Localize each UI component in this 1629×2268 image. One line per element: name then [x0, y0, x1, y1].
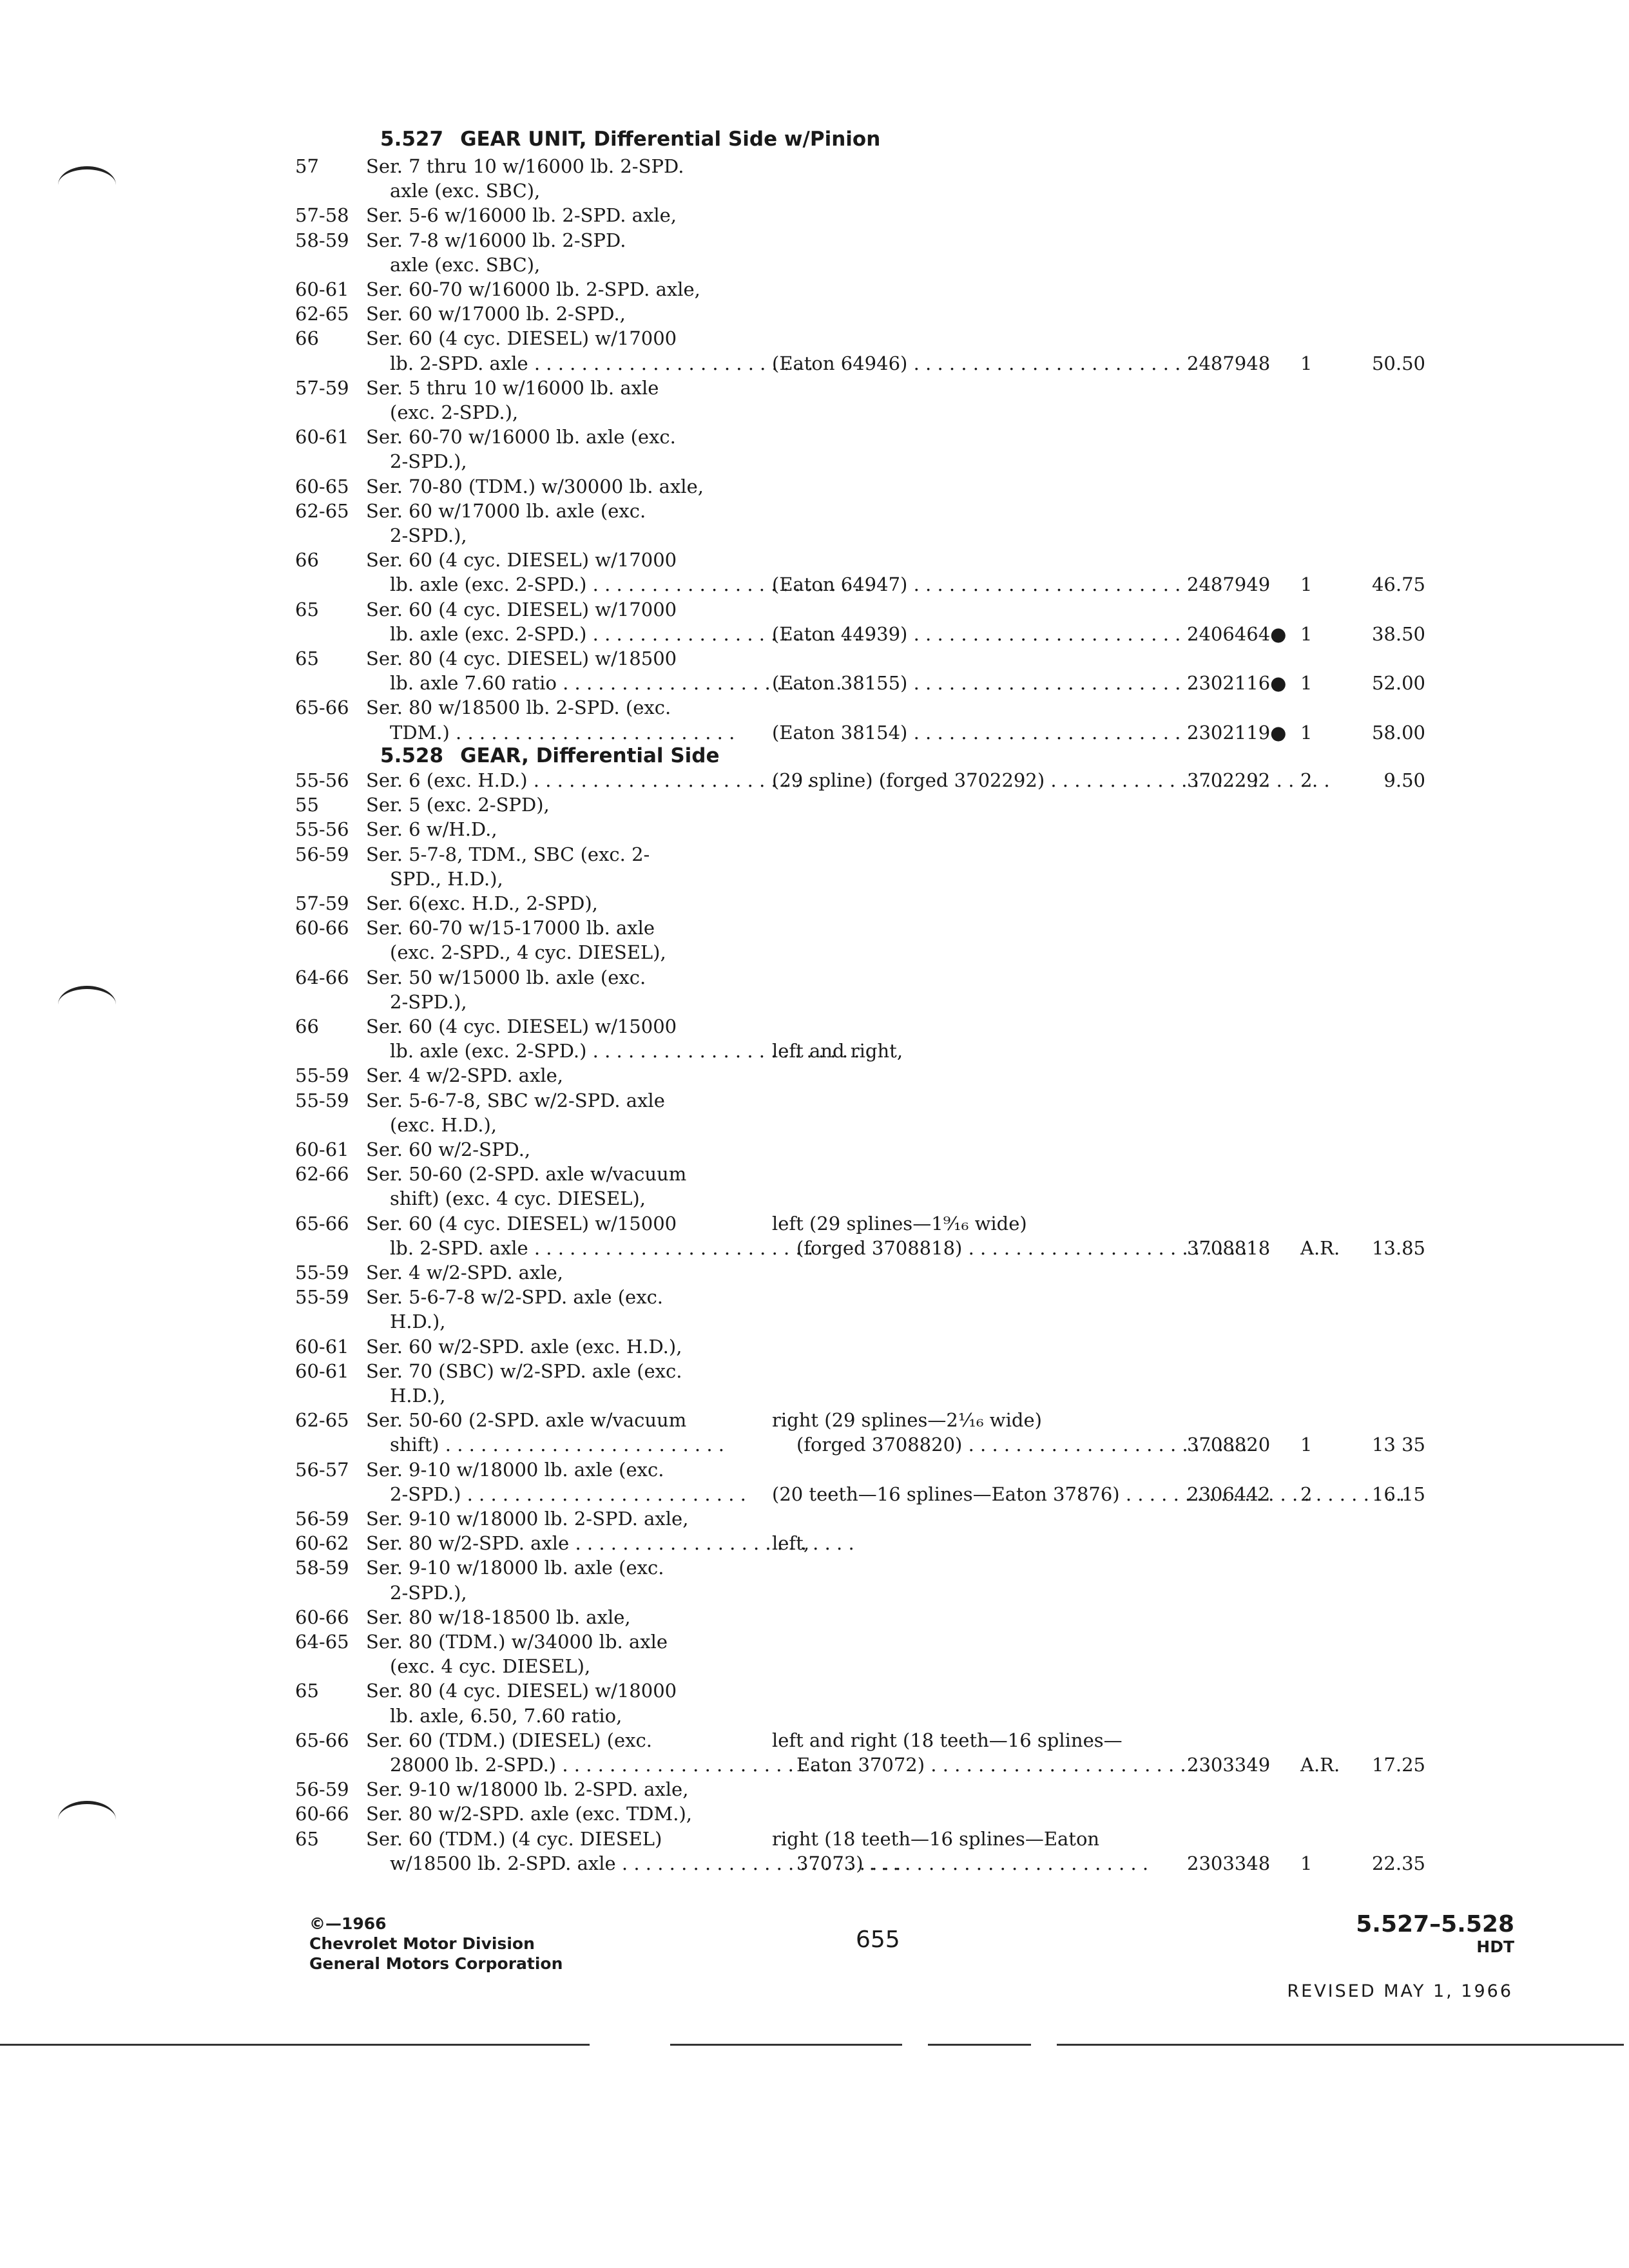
- section-range: 5.527–5.528: [1356, 1911, 1514, 1937]
- description-cell: Ser. 5 thru 10 w/16000 lb. axle: [366, 376, 659, 399]
- note-cell: right (18 teeth—16 splines—Eaton: [772, 1827, 1100, 1850]
- note-cell: (Eaton 38155) . . .: [772, 671, 1193, 695]
- description-cell: SPD., H.D.),: [390, 867, 503, 890]
- parts-row: [0, 475, 1629, 498]
- description-cell: Ser. 60-70 w/15-17000 lb. axle: [366, 917, 655, 939]
- parts-row: [0, 696, 1629, 719]
- parts-row: [0, 1581, 1629, 1604]
- section-number: 5.528: [380, 744, 444, 767]
- description-cell: shift) . . .: [390, 1433, 724, 1456]
- description-cell: 2-SPD.),: [390, 524, 467, 546]
- price-cell: 58.00: [1371, 721, 1425, 744]
- quantity-cell: 1: [1300, 1852, 1313, 1874]
- description-cell: Ser. 5-7-8, TDM., SBC (exc. 2-: [366, 843, 650, 865]
- description-cell: 28000 lb. 2-SPD.) . . .: [390, 1753, 842, 1776]
- price-cell: 22.35: [1371, 1852, 1425, 1874]
- description-cell: Ser. 80 (TDM.) w/34000 lb. axle: [366, 1631, 668, 1653]
- quantity-cell: 1: [1300, 352, 1313, 374]
- description-cell: Ser. 50 w/15000 lb. axle (exc.: [366, 966, 646, 988]
- description-cell: lb. axle (exc. 2-SPD.) . . .: [390, 1039, 872, 1062]
- year-cell: 62-65: [295, 303, 349, 325]
- parts-row: [0, 204, 1629, 227]
- parts-row: [0, 1335, 1629, 1358]
- parts-row: [0, 1655, 1629, 1678]
- parts-row: [0, 1729, 1629, 1752]
- description-cell: Ser. 50-60 (2-SPD. axle w/vacuum: [366, 1163, 687, 1186]
- parts-row: [0, 1064, 1629, 1087]
- page-number: 655: [856, 1927, 900, 1953]
- description-cell: Ser. 80 (4 cyc. DIESEL) w/18500: [366, 648, 677, 669]
- quantity-cell: 2: [1300, 769, 1313, 791]
- description-cell: Ser. 60 (TDM.) (4 cyc. DIESEL): [366, 1827, 662, 1850]
- bottom-rule: [928, 2044, 1031, 2046]
- parts-row: [0, 1852, 1629, 1875]
- description-cell: lb. axle (exc. 2-SPD.) . . .: [390, 573, 872, 596]
- parts-row: [0, 548, 1629, 572]
- description-cell: Ser. 60 (4 cyc. DIESEL) w/17000: [366, 549, 677, 572]
- description-cell: H.D.),: [390, 1385, 446, 1407]
- part-number-cell: 2306442: [1187, 1483, 1271, 1505]
- description-cell: lb. axle (exc. 2-SPD.) . . .: [390, 622, 872, 646]
- year-cell: 56-59: [295, 843, 349, 865]
- parts-row: [0, 1483, 1629, 1506]
- description-cell: (exc. 4 cyc. DIESEL),: [390, 1655, 591, 1678]
- description-cell: 2-SPD.),: [390, 450, 467, 473]
- parts-row: [0, 1753, 1629, 1776]
- description-cell: lb. 2-SPD. axle . . .: [390, 1236, 813, 1260]
- parts-row: [0, 302, 1629, 325]
- parts-row: [0, 1630, 1629, 1653]
- price-cell: 50.50: [1371, 352, 1425, 374]
- parts-row: [0, 1433, 1629, 1456]
- description-cell: Ser. 80 (4 cyc. DIESEL) w/18000: [366, 1680, 677, 1702]
- parts-row: [0, 1802, 1629, 1825]
- description-cell: Ser. 60 (4 cyc. DIESEL) w/17000: [366, 327, 677, 350]
- parts-row: [0, 1458, 1629, 1481]
- year-cell: 57-59: [295, 376, 349, 399]
- year-cell: 60-66: [295, 1803, 349, 1825]
- year-cell: 66: [295, 549, 319, 572]
- parts-row: [0, 916, 1629, 939]
- parts-row: [0, 179, 1629, 202]
- parts-row: [0, 1261, 1629, 1284]
- part-number-cell: 2303349: [1187, 1754, 1271, 1776]
- description-cell: Ser. 6 w/H.D.,: [366, 818, 497, 841]
- parts-row: [0, 1039, 1629, 1062]
- bottom-rule: [1057, 2044, 1624, 2046]
- section-heading-5527: [380, 128, 880, 151]
- year-cell: 55-56: [295, 769, 349, 791]
- description-cell: lb. axle 7.60 ratio . . .: [390, 671, 842, 695]
- note-cell: 37073) . . .: [796, 1852, 1148, 1875]
- note-cell: (Eaton 44939) . . .: [772, 622, 1193, 646]
- year-cell: 62-65: [295, 1409, 349, 1432]
- note-cell: (forged 3708818) . . .: [796, 1236, 1248, 1260]
- year-cell: 55: [295, 794, 319, 816]
- description-cell: 2-SPD.),: [390, 1581, 467, 1604]
- parts-row: [0, 769, 1629, 792]
- description-cell: Ser. 80 w/18-18500 lb. axle,: [366, 1606, 631, 1628]
- description-cell: axle (exc. SBC),: [390, 180, 541, 202]
- parts-row: [0, 1212, 1629, 1235]
- quantity-cell: 1: [1300, 1434, 1313, 1456]
- price-cell: 9.50: [1383, 769, 1425, 791]
- description-cell: Ser. 4 w/2-SPD. axle,: [366, 1064, 563, 1087]
- price-cell: 13.85: [1371, 1236, 1425, 1259]
- year-cell: 57-59: [295, 892, 349, 914]
- quantity-cell: 1: [1300, 622, 1313, 645]
- part-number-cell: 2406464●: [1187, 622, 1287, 645]
- year-cell: 65-66: [295, 1729, 349, 1751]
- year-cell: 55-56: [295, 818, 349, 841]
- parts-row: [0, 1778, 1629, 1801]
- parts-row: [0, 990, 1629, 1014]
- year-cell: 58-59: [295, 229, 349, 251]
- parts-row: [0, 352, 1629, 375]
- parts-row: [0, 867, 1629, 890]
- parts-row: [0, 573, 1629, 596]
- year-cell: 66: [295, 327, 319, 350]
- copyright: ©—1966: [309, 1914, 387, 1933]
- bottom-rule: [670, 2044, 902, 2046]
- parts-row: [0, 1138, 1629, 1161]
- parts-row: [0, 278, 1629, 301]
- year-cell: 57: [295, 155, 319, 177]
- description-cell: Ser. 60 (4 cyc. DIESEL) w/15000: [366, 1015, 677, 1037]
- year-cell: 56-57: [295, 1458, 349, 1481]
- parts-row: [0, 524, 1629, 547]
- parts-row: [0, 1113, 1629, 1137]
- description-cell: Ser. 60 w/2-SPD. axle (exc. H.D.),: [366, 1335, 682, 1358]
- description-cell: Ser. 5-6 w/16000 lb. 2-SPD. axle,: [366, 204, 677, 227]
- description-cell: Ser. 5-6-7-8 w/2-SPD. axle (exc.: [366, 1286, 664, 1309]
- quantity-cell: 1: [1300, 721, 1313, 744]
- quantity-cell: A.R.: [1300, 1236, 1340, 1259]
- description-cell: Ser. 60 w/2-SPD.,: [366, 1139, 531, 1160]
- year-cell: 60-66: [295, 1606, 349, 1628]
- parts-row: [0, 1285, 1629, 1309]
- description-cell: Ser. 4 w/2-SPD. axle,: [366, 1262, 563, 1283]
- year-cell: 56-59: [295, 1508, 349, 1530]
- bottom-rule: [0, 2044, 590, 2046]
- corporation-name: General Motors Corporation: [309, 1954, 563, 1973]
- note-cell: (Eaton 38154) . . .: [772, 721, 1193, 744]
- division-name: Chevrolet Motor Division: [309, 1934, 535, 1953]
- description-cell: lb. 2-SPD. axle . . .: [390, 352, 813, 375]
- part-number-cell: 2302119●: [1187, 721, 1287, 744]
- parts-row: [0, 1827, 1629, 1850]
- year-cell: 60-61: [295, 278, 349, 300]
- description-cell: (exc. 2-SPD., 4 cyc. DIESEL),: [390, 941, 666, 964]
- description-cell: Ser. 80 w/18500 lb. 2-SPD. (exc.: [366, 697, 671, 719]
- part-number-cell: 2487948: [1187, 352, 1271, 374]
- price-cell: 16.15: [1371, 1483, 1425, 1505]
- parts-row: [0, 818, 1629, 841]
- parts-row: [0, 671, 1629, 695]
- section-range-block: [1356, 1911, 1514, 1956]
- parts-row: [0, 598, 1629, 621]
- note-cell: (forged 3708820) . . .: [796, 1433, 1248, 1456]
- description-cell: Ser. 60 (TDM.) (DIESEL) (exc.: [366, 1729, 652, 1751]
- description-cell: Ser. 60 (4 cyc. DIESEL) w/15000: [366, 1212, 677, 1235]
- parts-row: [0, 1556, 1629, 1579]
- parts-row: [0, 1408, 1629, 1432]
- section-title: GEAR UNIT, Differential Side w/Pinion: [460, 128, 881, 151]
- year-cell: 65: [295, 648, 319, 669]
- year-cell: 62-66: [295, 1163, 349, 1186]
- description-cell: Ser. 9-10 w/18000 lb. axle (exc.: [366, 1557, 664, 1579]
- year-cell: 55-59: [295, 1064, 349, 1087]
- quantity-cell: 1: [1300, 573, 1313, 596]
- parts-row: [0, 1162, 1629, 1186]
- parts-row: [0, 843, 1629, 866]
- parts-row: [0, 1507, 1629, 1530]
- parts-row: [0, 622, 1629, 646]
- publisher-block: [309, 1914, 563, 1974]
- description-cell: TDM.) . . .: [390, 721, 735, 744]
- parts-row: [0, 892, 1629, 915]
- description-cell: (exc. 2-SPD.),: [390, 401, 519, 423]
- parts-row: [0, 229, 1629, 252]
- note-cell: left and right,: [772, 1040, 903, 1062]
- year-cell: 58-59: [295, 1557, 349, 1579]
- description-cell: Ser. 5 (exc. 2-SPD),: [366, 794, 550, 816]
- price-cell: 46.75: [1371, 573, 1425, 596]
- description-cell: Ser. 6 (exc. H.D.) . . .: [366, 769, 813, 792]
- description-cell: lb. axle, 6.50, 7.60 ratio,: [390, 1704, 622, 1727]
- note-cell: (20 teeth—16 splines—Eaton 37876) . . .: [772, 1483, 1405, 1506]
- year-cell: 64-65: [295, 1631, 349, 1653]
- year-cell: 65: [295, 1680, 319, 1702]
- part-number-cell: 3708820: [1187, 1434, 1271, 1456]
- part-number-cell: 2302116●: [1187, 672, 1287, 695]
- description-cell: Ser. 70 (SBC) w/2-SPD. axle (exc.: [366, 1360, 682, 1382]
- parts-row: [0, 450, 1629, 473]
- parts-row: [0, 966, 1629, 989]
- year-cell: 60-61: [295, 426, 349, 448]
- note-cell: left (29 splines—1⁹⁄₁₆ wide): [772, 1212, 1027, 1235]
- year-cell: 60-66: [295, 917, 349, 939]
- note-cell: left and right (18 teeth—16 splines—: [772, 1729, 1123, 1751]
- description-cell: Ser. 80 w/2-SPD. axle (exc. TDM.),: [366, 1803, 692, 1825]
- parts-row: [0, 425, 1629, 448]
- note-cell: (Eaton 64946) . . .: [772, 352, 1193, 375]
- description-cell: Ser. 6(exc. H.D., 2-SPD),: [366, 892, 598, 914]
- description-cell: Ser. 50-60 (2-SPD. axle w/vacuum: [366, 1409, 687, 1432]
- quantity-cell: A.R.: [1300, 1754, 1340, 1776]
- year-cell: 60-62: [295, 1532, 349, 1555]
- year-cell: 55-59: [295, 1089, 349, 1111]
- parts-row: [0, 327, 1629, 350]
- parts-row: [0, 1236, 1629, 1260]
- price-cell: 17.25: [1371, 1754, 1425, 1776]
- parts-row: [0, 1679, 1629, 1702]
- parts-row: [0, 1532, 1629, 1555]
- year-cell: 65-66: [295, 697, 349, 719]
- year-cell: 56-59: [295, 1778, 349, 1801]
- description-cell: Ser. 9-10 w/18000 lb. axle (exc.: [366, 1458, 664, 1481]
- description-cell: 2-SPD.) . . .: [390, 1483, 746, 1506]
- parts-row: [0, 1606, 1629, 1629]
- parts-row: [0, 155, 1629, 178]
- parts-row: [0, 1187, 1629, 1210]
- description-cell: (exc. H.D.),: [390, 1113, 497, 1136]
- parts-row: [0, 401, 1629, 424]
- description-cell: Ser. 60-70 w/16000 lb. axle (exc.: [366, 426, 676, 448]
- parts-row: [0, 647, 1629, 670]
- parts-row: [0, 1384, 1629, 1407]
- year-cell: 66: [295, 1015, 319, 1037]
- quantity-cell: 2: [1300, 1483, 1313, 1505]
- year-cell: 60-61: [295, 1335, 349, 1358]
- note-cell: (Eaton 64947) . . .: [772, 573, 1193, 596]
- description-cell: axle (exc. SBC),: [390, 253, 541, 276]
- parts-row: [0, 1015, 1629, 1038]
- description-cell: Ser. 70-80 (TDM.) w/30000 lb. axle,: [366, 475, 704, 497]
- section-number: 5.527: [380, 128, 444, 151]
- section-heading-5528: [380, 744, 720, 767]
- parts-row: [0, 793, 1629, 816]
- description-cell: H.D.),: [390, 1311, 446, 1333]
- description-cell: Ser. 9-10 w/18000 lb. 2-SPD. axle,: [366, 1508, 689, 1530]
- price-cell: 13 35: [1371, 1434, 1425, 1456]
- description-cell: Ser. 60-70 w/16000 lb. 2-SPD. axle,: [366, 278, 700, 300]
- description-cell: shift) (exc. 4 cyc. DIESEL),: [390, 1187, 646, 1210]
- year-cell: 60-61: [295, 1360, 349, 1382]
- year-cell: 65: [295, 598, 319, 620]
- description-cell: Ser. 60 w/17000 lb. axle (exc.: [366, 499, 646, 522]
- note-cell: Eaton 37072) . . .: [796, 1753, 1210, 1776]
- section-code: HDT: [1476, 1937, 1514, 1956]
- year-cell: 55-59: [295, 1262, 349, 1283]
- year-cell: 57-58: [295, 204, 349, 227]
- year-cell: 65-66: [295, 1212, 349, 1235]
- note-cell: left,: [772, 1532, 810, 1555]
- parts-row: [0, 941, 1629, 964]
- year-cell: 60-65: [295, 475, 349, 497]
- description-cell: Ser. 5-6-7-8, SBC w/2-SPD. axle: [366, 1089, 665, 1111]
- parts-row: [0, 253, 1629, 276]
- year-cell: 55-59: [295, 1286, 349, 1309]
- part-number-cell: 2303348: [1187, 1852, 1271, 1874]
- revision-date: REVISED MAY 1, 1966: [1287, 1981, 1513, 2001]
- description-cell: Ser. 7-8 w/16000 lb. 2-SPD.: [366, 229, 626, 251]
- year-cell: 62-65: [295, 499, 349, 522]
- year-cell: 60-61: [295, 1139, 349, 1160]
- year-cell: 65: [295, 1827, 319, 1850]
- parts-row: [0, 721, 1629, 744]
- price-cell: 52.00: [1371, 672, 1425, 695]
- description-cell: Ser. 80 w/2-SPD. axle . . .: [366, 1532, 854, 1555]
- parts-row: [0, 499, 1629, 523]
- description-cell: w/18500 lb. 2-SPD. axle . . .: [390, 1852, 901, 1875]
- description-cell: Ser. 7 thru 10 w/16000 lb. 2-SPD.: [366, 155, 684, 177]
- part-number-cell: 3702292: [1187, 769, 1271, 791]
- parts-row: [0, 1704, 1629, 1727]
- quantity-cell: 1: [1300, 672, 1313, 695]
- year-cell: 64-66: [295, 966, 349, 988]
- description-cell: Ser. 60 (4 cyc. DIESEL) w/17000: [366, 598, 677, 620]
- section-title: GEAR, Differential Side: [460, 744, 720, 767]
- parts-row: [0, 1310, 1629, 1333]
- parts-row: [0, 376, 1629, 399]
- part-number-cell: 2487949: [1187, 573, 1271, 596]
- note-cell: (29 spline) (forged 3702292) . . .: [772, 769, 1330, 792]
- description-cell: Ser. 60 w/17000 lb. 2-SPD.,: [366, 303, 626, 325]
- part-number-cell: 3708818: [1187, 1236, 1271, 1259]
- parts-row: [0, 1360, 1629, 1383]
- parts-row: [0, 1089, 1629, 1112]
- description-cell: 2-SPD.),: [390, 990, 467, 1013]
- price-cell: 38.50: [1371, 622, 1425, 645]
- note-cell: right (29 splines—2¹⁄₁₆ wide): [772, 1409, 1042, 1432]
- description-cell: Ser. 9-10 w/18000 lb. 2-SPD. axle,: [366, 1778, 689, 1801]
